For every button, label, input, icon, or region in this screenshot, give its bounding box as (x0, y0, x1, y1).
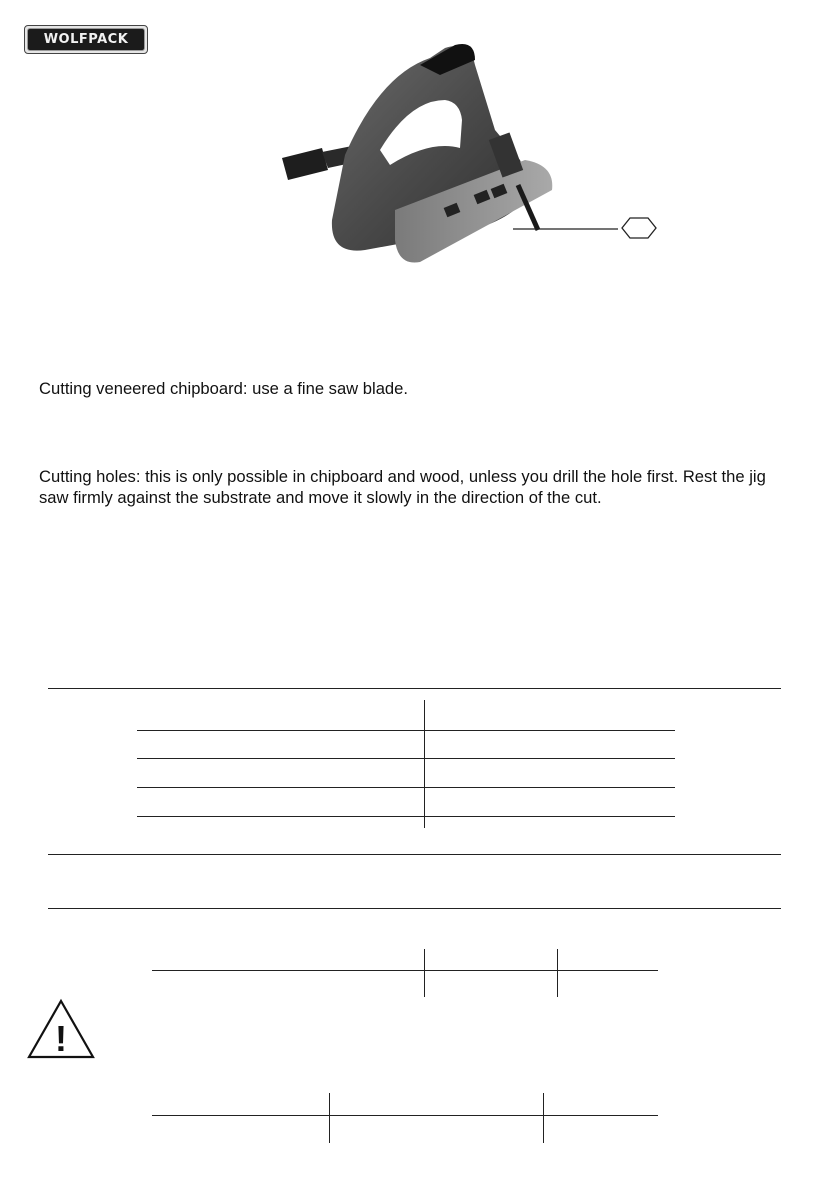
power-cord (282, 148, 328, 180)
table-row-rule (137, 816, 675, 817)
table-column-divider (424, 700, 425, 828)
section-rule (48, 854, 781, 855)
table-column-divider (424, 949, 425, 997)
table-column-divider (557, 949, 558, 997)
paragraph-veneered-chipboard: Cutting veneered chipboard: use a fine saw blade. (39, 379, 408, 398)
table-row-rule (137, 730, 675, 731)
brand-logo (24, 25, 148, 54)
table-column-divider (329, 1093, 330, 1143)
callout-hexagon-icon (622, 218, 656, 238)
table-row-rule (152, 970, 658, 971)
paragraph-cutting-holes: Cutting holes: this is only possible in chipboard and wood, unless you drill the hole first. Rest the jig saw firmly against the substrate and move it slowly in the direction of the cut. (39, 467, 766, 507)
table-column-divider (543, 1093, 544, 1143)
table-row-rule (152, 1115, 658, 1116)
warning-symbol: ! (55, 1018, 67, 1059)
brand-logo-text: WOLFPACK (43, 32, 129, 47)
warning-triangle-icon (26, 998, 96, 1060)
section-rule (48, 908, 781, 909)
table-top-rule (48, 688, 781, 689)
table-row-rule (137, 758, 675, 759)
jigsaw-illustration (270, 40, 670, 270)
table-row-rule (137, 787, 675, 788)
